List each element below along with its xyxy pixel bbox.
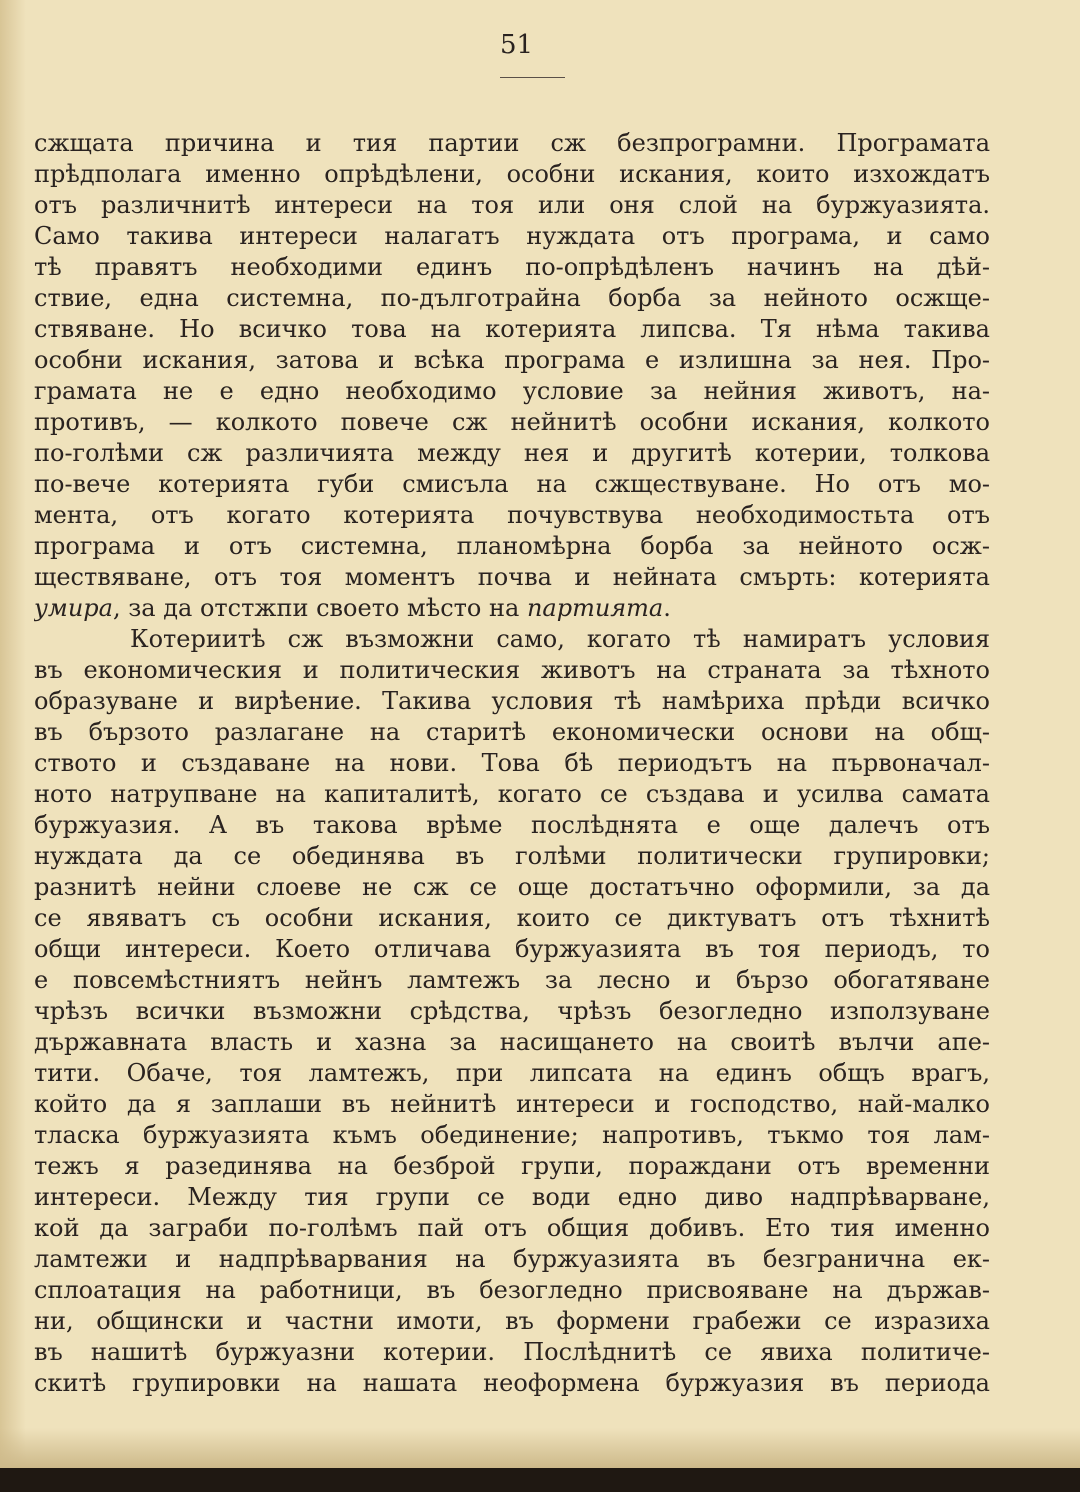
text-line: противъ, — колкото повече сж нейнитѣ особни искания, колкото bbox=[34, 408, 990, 436]
text-line: грамата не е едно необходимо условие за нейния животъ, на- bbox=[34, 377, 990, 405]
text-line: прѣдполага именно опрѣдѣлени, особни искания, които изхождатъ bbox=[34, 160, 990, 188]
text-line: тласка буржуазията къмъ обединение; напротивъ, тъкмо тоя лам- bbox=[34, 1121, 990, 1149]
text-line: Само такива интереси налагатъ нуждата отъ програма, и само bbox=[34, 222, 990, 250]
body-text bbox=[34, 128, 990, 1399]
paragraph-2 bbox=[34, 624, 990, 1399]
text-line: ществяване, отъ тоя моментъ почва и нейната смърть: котерията bbox=[34, 563, 990, 591]
text-span: , за да отстжпи своето мѣсто на bbox=[112, 594, 527, 622]
text-line: кой да заграби по-голѣмъ пай отъ общия добивъ. Ето тия именно bbox=[34, 1214, 990, 1242]
text-line: интереси. Между тия групи се води едно диво надпрѣварване, bbox=[34, 1183, 990, 1211]
text-line: ни, общински и частни имоти, въ формени грабежи се изразиха bbox=[34, 1307, 990, 1335]
page-bottom-edge bbox=[0, 1468, 1080, 1492]
text-line: ламтежи и надпрѣварвания на буржуазията въ безгранична ек- bbox=[34, 1245, 990, 1273]
text-line: тити. Обаче, тоя ламтежъ, при липсата на единъ общъ врагъ, bbox=[34, 1059, 990, 1087]
text-line: разнитѣ нейни слоеве не сж се още достатъчно оформили, за да bbox=[34, 873, 990, 901]
text-line-final bbox=[34, 593, 990, 624]
text-span: . bbox=[663, 594, 671, 622]
text-line: Котериитѣ сж възможни само, когато тѣ намиратъ условия bbox=[130, 625, 990, 653]
text-line: програма и отъ системна, планомѣрна борба за нейното осж- bbox=[34, 532, 990, 560]
text-line: скитѣ групировки на нашата неоформена буржуазия въ периода bbox=[34, 1369, 990, 1397]
text-line: ствие, една системна, по-дълготрайна борба за нейното осжще- bbox=[34, 284, 990, 312]
emphasis-text: партията bbox=[526, 594, 664, 622]
text-line: особни искания, затова и всѣка програма е излишна за нея. Про- bbox=[34, 346, 990, 374]
text-line: нуждата да се обединява въ голѣми политически групировки; bbox=[34, 842, 990, 870]
text-line: е повсемѣстниятъ нейнъ лaмтежъ за лесно и бързо обогатяване bbox=[34, 966, 990, 994]
text-line: ствяване. Но всичко това на котерията липсва. Тя нѣма такива bbox=[34, 315, 990, 343]
text-line: въ економическия и политическия животъ на страната за тѣхното bbox=[34, 656, 990, 684]
text-line: отъ различнитѣ интереси на тоя или оня слой на буржуазията. bbox=[34, 191, 990, 219]
text-line: мента, отъ когато котерията почувствува необходимостьта отъ bbox=[34, 501, 990, 529]
header-rule bbox=[500, 77, 565, 78]
text-line: ството и създаване на нови. Това бѣ периодътъ на първоначал- bbox=[34, 749, 990, 777]
text-line: буржуазия. А въ такова врѣме послѣднята е още далечъ отъ bbox=[34, 811, 990, 839]
text-line: общи интереси. Което отличава буржуазията въ тоя периодъ, то bbox=[34, 935, 990, 963]
text-line: сплоатация на работници, въ безогледно присвояване на държав- bbox=[34, 1276, 990, 1304]
text-line: чрѣзъ всички възможни срѣдства, чрѣзъ безогледно използуване bbox=[34, 997, 990, 1025]
text-line: въ бързото разлагане на старитѣ економически основи на общ- bbox=[34, 718, 990, 746]
text-line: тежъ я разединява на безброй групи, пораждани отъ временни bbox=[34, 1152, 990, 1180]
text-line: който да я заплаши въ нейнитѣ интереси и господство, най-малко bbox=[34, 1090, 990, 1118]
text-line: по-голѣми сж различията между нея и другитѣ котерии, толкова bbox=[34, 439, 990, 467]
page-number: 51 bbox=[499, 30, 534, 60]
paragraph-1 bbox=[34, 128, 990, 624]
text-line: въ нашитѣ буржуазни котерии. Послѣднитѣ се явиха политиче- bbox=[34, 1338, 990, 1366]
text-line: сжщата причина и тия партии сж безпрограмни. Програмата bbox=[34, 129, 990, 157]
text-line: ното натрупване на капиталитѣ, когато се създава и усилва самата bbox=[34, 780, 990, 808]
text-line: по-вече котерията губи смисъла на сжществуване. Но отъ мо- bbox=[34, 470, 990, 498]
emphasis-text: умира bbox=[34, 594, 113, 622]
text-line: образуване и вирѣение. Такива условия тѣ намѣриха прѣди всичко bbox=[34, 687, 990, 715]
text-line: се явяватъ съ особни искания, които се диктуватъ отъ тѣхнитѣ bbox=[34, 904, 990, 932]
text-line: държавната власть и хазна за насищането на своитѣ вълчи апе- bbox=[34, 1028, 990, 1056]
text-line: тѣ правятъ необходими единъ по-опрѣдѣленъ начинъ на дѣй- bbox=[34, 253, 990, 281]
